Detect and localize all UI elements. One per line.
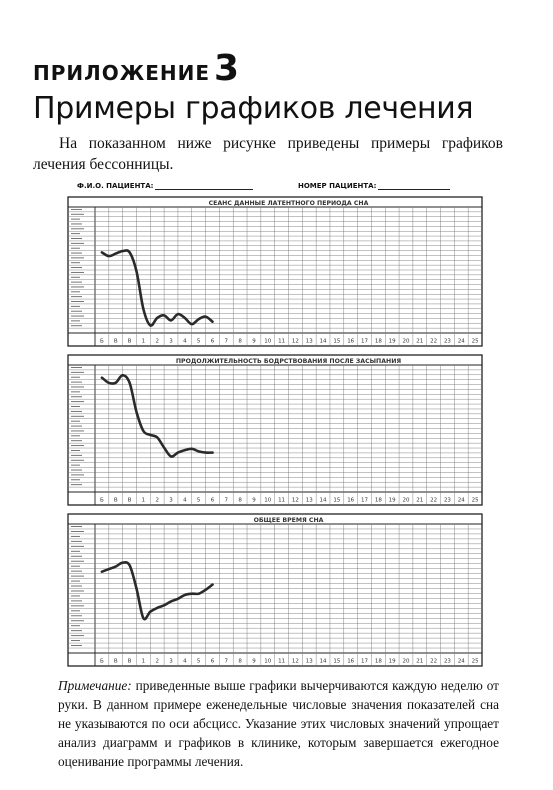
x-tick-label: 15 <box>333 658 341 665</box>
x-tick-label: 19 <box>388 338 396 345</box>
x-tick-label: 12 <box>291 497 299 504</box>
page-title: Примеры графиков лечения <box>33 91 474 126</box>
x-tick-label: 2 <box>155 497 159 504</box>
x-tick-label: 17 <box>361 497 369 504</box>
x-tick-label: В <box>113 497 118 504</box>
x-tick-label: 11 <box>278 658 286 665</box>
x-tick-label: 18 <box>374 497 382 504</box>
chart-1 <box>68 197 482 346</box>
note-label: Примечание: <box>58 678 132 693</box>
intro-paragraph: На показанном ниже рисунке приведены примеры графиков лечения бессонницы. <box>33 135 503 173</box>
x-tick-label: 15 <box>333 338 341 345</box>
series-line <box>102 375 213 456</box>
x-tick-label: 14 <box>319 658 327 665</box>
x-tick-label: 9 <box>252 338 256 345</box>
x-tick-label: 3 <box>169 658 173 665</box>
x-tick-label: 9 <box>252 497 256 504</box>
x-tick-label: 2 <box>155 658 159 665</box>
x-tick-label: 16 <box>347 658 355 665</box>
x-tick-label: 1 <box>141 497 146 504</box>
x-tick-label: 2 <box>155 338 159 345</box>
x-tick-label: 7 <box>224 497 229 504</box>
x-tick-label: 12 <box>291 658 299 665</box>
x-tick-label: 21 <box>416 658 424 665</box>
x-tick-label: 24 <box>457 658 465 665</box>
x-tick-label: 24 <box>457 497 465 504</box>
x-tick-label: 6 <box>210 497 215 504</box>
note-paragraph <box>58 676 499 771</box>
series-line <box>102 250 213 325</box>
x-tick-label: 1 <box>141 338 146 345</box>
x-tick-label: 24 <box>457 338 465 345</box>
x-tick-label: В <box>113 338 118 345</box>
appendix-label: ПРИЛОЖЕНИЕ <box>33 61 211 85</box>
patient-name-label: Ф.И.О. ПАЦИЕНТА: <box>77 182 154 190</box>
x-tick-label: 18 <box>374 338 382 345</box>
x-tick-label: 22 <box>430 658 438 665</box>
x-tick-label: 17 <box>361 658 369 665</box>
x-tick-label: 14 <box>319 338 327 345</box>
x-tick-label: 19 <box>388 658 396 665</box>
x-tick-label: 17 <box>361 338 369 345</box>
x-tick-label: 7 <box>224 658 229 665</box>
x-tick-label: 8 <box>238 658 242 665</box>
x-tick-label: 16 <box>347 338 355 345</box>
x-tick-label: 5 <box>196 338 201 345</box>
x-tick-label: 25 <box>471 497 479 504</box>
x-tick-label: 18 <box>374 658 382 665</box>
x-tick-label: 22 <box>430 338 438 345</box>
x-tick-label: 3 <box>169 338 173 345</box>
chart-frame <box>68 197 482 346</box>
x-tick-label: 20 <box>402 338 410 345</box>
x-tick-label: 23 <box>443 497 451 504</box>
x-tick-label: В <box>113 658 118 665</box>
chart-title: ОБЩЕЕ ВРЕМЯ СНА <box>253 516 324 524</box>
x-tick-label: 20 <box>402 497 410 504</box>
x-tick-label: 13 <box>305 497 313 504</box>
x-tick-label: 13 <box>305 658 313 665</box>
x-tick-label: В <box>127 658 132 665</box>
patient-number-label: НОМЕР ПАЦИЕНТА: <box>298 182 377 190</box>
x-tick-label: 12 <box>291 338 299 345</box>
chart-frame <box>68 355 482 505</box>
x-tick-label: 9 <box>252 658 256 665</box>
x-tick-label: 25 <box>471 338 479 345</box>
x-tick-label: 4 <box>183 338 187 345</box>
chart-title: СЕАНС ДАННЫЕ ЛАТЕНТНОГО ПЕРИОДА СНА <box>208 199 369 207</box>
appendix-number: 3 <box>214 48 240 89</box>
note-text: приведенные выше графики вычерчиваются каждую неделю от руки. В данном примере еженедельные числовые значения показателей сна не указываются по оси абсцисс. Указание этих числовых значений упрощает анализ диаграмм и графиков в клинике, которым завершается ежегодное оценивание программы лечения. <box>58 678 499 769</box>
x-tick-label: 10 <box>264 497 272 504</box>
x-tick-label: 3 <box>169 497 173 504</box>
x-tick-label: 1 <box>141 658 146 665</box>
x-tick-label: 25 <box>471 658 479 665</box>
x-tick-label: 14 <box>319 497 327 504</box>
x-tick-label: 8 <box>238 338 242 345</box>
x-tick-label: 10 <box>264 658 272 665</box>
x-tick-label: 6 <box>210 658 215 665</box>
chart-title: ПРОДОЛЖИТЕЛЬНОСТЬ БОДРСТВОВАНИЯ ПОСЛЕ ЗАСЫПАНИЯ <box>175 357 402 365</box>
chart-2 <box>68 355 482 505</box>
x-tick-label: 20 <box>402 658 410 665</box>
x-tick-label: 23 <box>443 338 451 345</box>
x-tick-label: 13 <box>305 338 313 345</box>
x-tick-label: 10 <box>264 338 272 345</box>
x-tick-label: 4 <box>183 658 187 665</box>
x-tick-label: 21 <box>416 497 424 504</box>
x-tick-label: 11 <box>278 338 286 345</box>
x-tick-label: 19 <box>388 497 396 504</box>
x-tick-label: В <box>127 338 132 345</box>
x-tick-label: 16 <box>347 497 355 504</box>
x-tick-label: 22 <box>430 497 438 504</box>
x-tick-label: Б <box>100 658 104 665</box>
x-tick-label: 8 <box>238 497 242 504</box>
chart-3 <box>68 514 482 666</box>
x-tick-label: 6 <box>210 338 215 345</box>
x-tick-label: 5 <box>196 497 201 504</box>
x-tick-label: 11 <box>278 497 286 504</box>
x-tick-label: 21 <box>416 338 424 345</box>
x-tick-label: 23 <box>443 658 451 665</box>
x-tick-label: В <box>127 497 132 504</box>
x-tick-label: Б <box>100 338 104 345</box>
x-tick-label: 4 <box>183 497 187 504</box>
series-line <box>102 562 213 619</box>
x-tick-label: Б <box>100 497 104 504</box>
x-tick-label: 5 <box>196 658 201 665</box>
x-tick-label: 7 <box>224 338 229 345</box>
x-tick-label: 15 <box>333 497 341 504</box>
